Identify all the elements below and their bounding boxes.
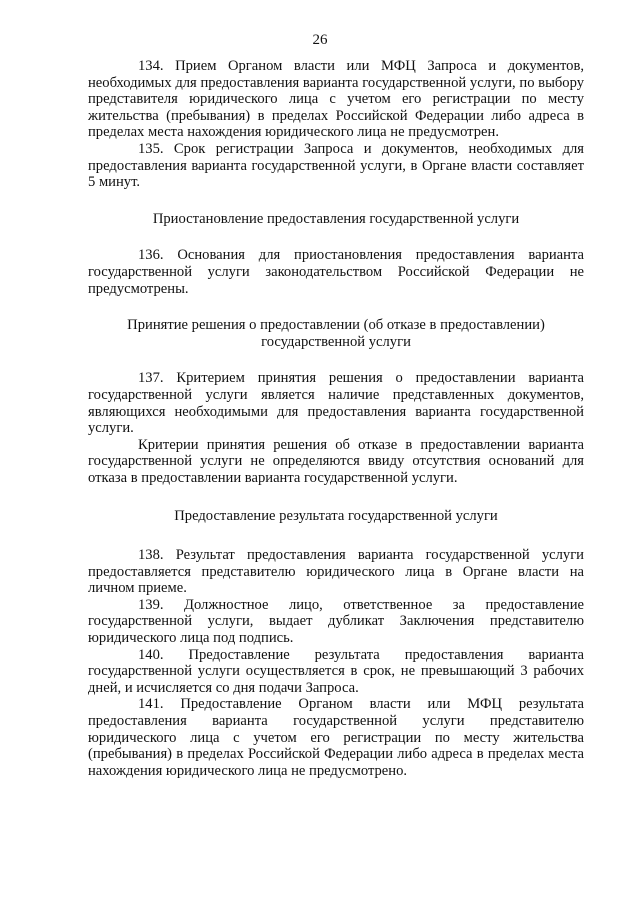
page-number: 26 [312,32,328,48]
spacer [88,297,584,317]
section-heading-decision-line1: Принятие решения о предоставлении (об отказе в предоставлении) [127,317,545,334]
section-heading-suspension: Приостановление предоставления государственной услуги [152,210,520,227]
paragraph-141: 141. Предоставление Органом власти или МФЦ результата предоставления варианта государственной услуги представителю юридического лица с учетом его регистрации по месту жительства (пребывания) в пределах Российской Федерации либо адреса в пределах места нахождения юридического лица не предусмотрено. [88,696,584,779]
spacer [88,191,584,211]
section-heading-decision-line2: государственной услуги [261,333,411,350]
paragraph-140: 140. Предоставление результата предоставления варианта государственной услуги осуществляется в срок, не превышающий 3 рабочих дней, и исчисляется со дня подачи Запроса. [88,646,584,696]
spacer [88,486,584,508]
paragraph-135: 135. Срок регистрации Запроса и документов, необходимых для предоставления варианта государственной услуги, в Органе власти составляет 5 минут. [88,140,584,191]
paragraph-139: 139. Должностное лицо, ответственное за предоставление государственной услуги, выдает дубликат Заключения представителю юридического лица под подпись. [88,596,584,647]
paragraph-137-refusal: Критерии принятия решения об отказе в предоставлении варианта государственной услуги не определяются ввиду отсутствия оснований для отказа в предоставлении варианта государственной услуги. [88,436,584,486]
paragraph-138: 138. Результат предоставления варианта государственной услуги предоставляется представителю юридического лица в Органе власти на личном приеме. [88,547,584,597]
spacer [88,350,584,370]
section-heading-result: Предоставление результата государственной услуги [174,508,498,525]
paragraph-136: 136. Основания для приостановления предоставления варианта государственной услуги законодательством Российской Федерации не предусмотрены. [88,247,584,297]
paragraph-137: 137. Критерием принятия решения о предоставлении варианта государственной услуги является наличие представленных документов, являющихся необходимыми для предоставления варианта государственной услуги. [88,370,584,437]
spacer [88,525,584,547]
spacer [88,227,584,247]
paragraph-134: 134. Прием Органом власти или МФЦ Запроса и документов, необходимых для предоставления варианта государственной услуги, по выбору представителя юридического лица с учетом его регистрации по месту жительства (пребывания) в пределах Российской Федерации либо адреса в пределах места нахождения юридического лица не предусмотрен. [88,58,584,141]
document-body [88,58,584,779]
